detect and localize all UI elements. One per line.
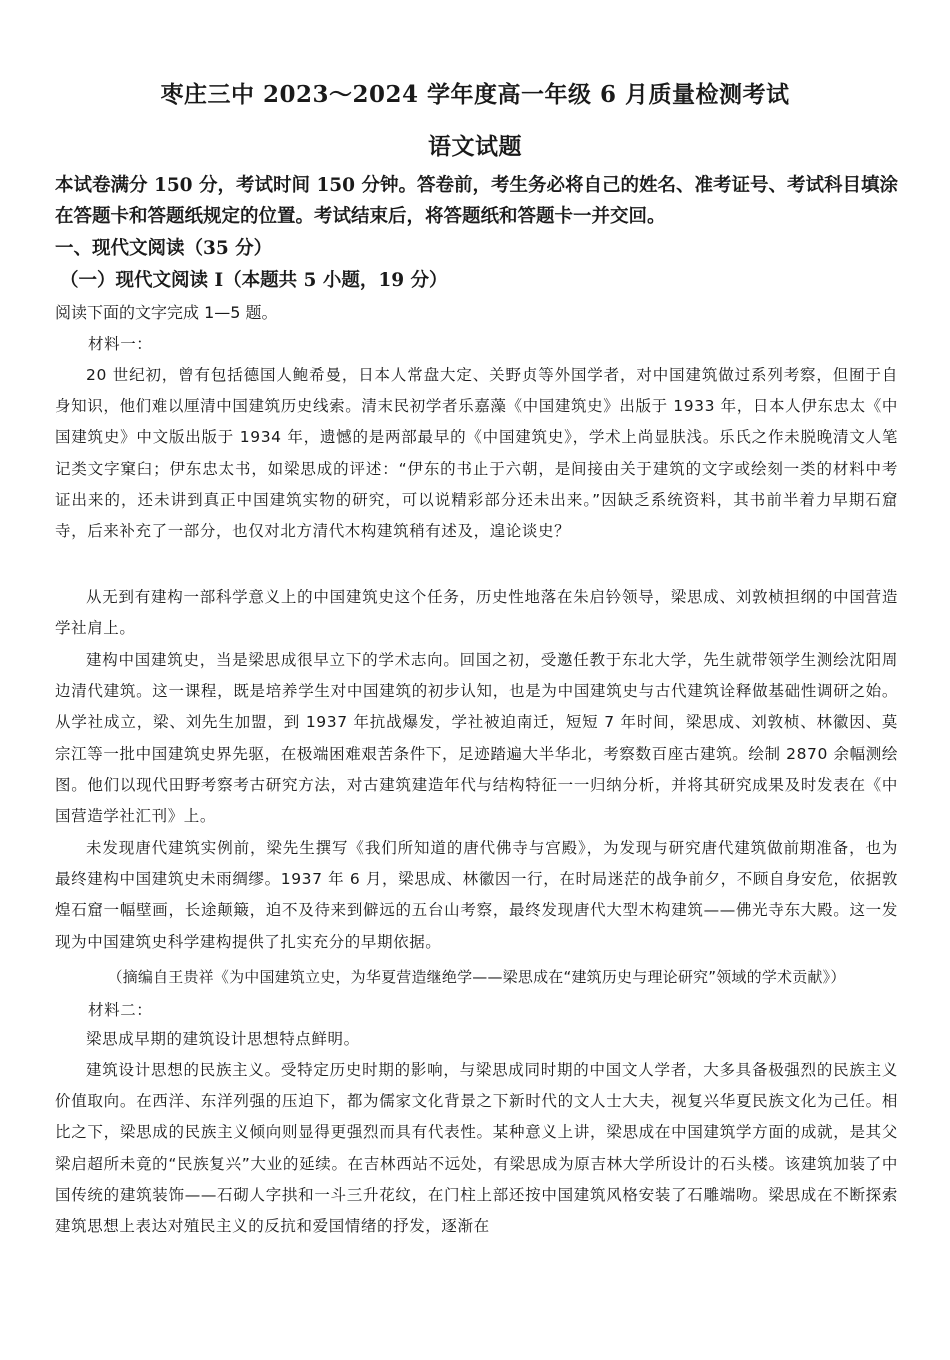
material-1-paragraph-2: 从无到有建构一部科学意义上的中国建筑史这个任务，历史性地落在朱启钤领导，梁思成、刘敦桢担纲的中国营造学社肩上。	[55, 588, 898, 638]
section-subheading: （一）现代文阅读 I（本题共 5 小题，19 分）	[60, 270, 448, 291]
section-heading: 一、现代文阅读（35 分）	[55, 238, 273, 259]
material-1-label: 材料一：	[88, 335, 153, 353]
reading-direction: 阅读下面的文字完成 1—5 题。	[55, 303, 278, 322]
material-1-paragraph-4: 未发现唐代建筑实例前，梁先生撰写《我们所知道的唐代佛寺与宫殿》，为发现与研究唐代建筑做前期准备，也为最终建构中国建筑史未雨绸缪。1937 年 6 月，梁思成、林徽因一行，在时局迷茫的战争前夕，不顾自身安危，依据敦煌石窟一幅壁画，长途颠簸，迫不及待来到僻远的五台山考察，最终发现唐代大型木构建筑——佛光寺东大殿。这一发现为中国建筑史科学建构提供了扎实充分的早期依据。	[55, 839, 898, 951]
material-1-source: （摘编自王贵祥《为中国建筑立史，为华夏营造继绝学——梁思成在“建筑历史与理论研究”领域的学术贡献》）	[107, 968, 846, 986]
exam-title: 枣庄三中 2023～2024 学年度高一年级 6 月质量检测考试	[160, 81, 790, 108]
material-2-paragraph-2: 建筑设计思想的民族主义。受特定历史时期的影响，与梁思成同时期的中国文人学者，大多具备极强烈的民族主义价值取向。在西洋、东洋列强的压迫下，都为儒家文化背景之下新时代的文人士大夫，视复兴华夏民族文化为己任。相比之下，梁思成的民族主义倾向则显得更强烈而具有代表性。某种意义上讲，梁思成在中国建筑学方面的成就，是其父梁启超所未竟的“民族复兴”大业的延续。在吉林西站不远处，有梁思成为原吉林大学所设计的石头楼。该建筑加装了中国传统的建筑装饰——石砌人字拱和一斗三升花纹，在门柱上部还按中国建筑风格安装了石雕端吻。梁思成在不断探索建筑思想上表达对殖民主义的反抗和爱国情绪的抒发，逐渐在	[55, 1061, 898, 1236]
material-1-paragraph-3: 建构中国建筑史，当是梁思成很早立下的学术志向。回国之初，受邀任教于东北大学，先生就带领学生测绘沈阳周边清代建筑。这一课程，既是培养学生对中国建筑的初步认知，也是为中国建筑史与古代建筑诠释做基础性调研之始。从学社成立，梁、刘先生加盟，到 1937 年抗战爆发，学社被迫南迁，短短 7 年时间，梁思成、刘敦桢、林徽因、莫宗江等一批中国建筑史界先驱，在极端困难艰苦条件下，足迹踏遍大半华北，考察数百座古建筑。绘制 2870 余幅测绘图。他们以现代田野考察考古研究方法，对古建筑建造年代与结构特征一一归纳分析，并将其研究成果及时发表在《中国营造学社汇刊》上。	[55, 651, 898, 826]
material-2-paragraph-1: 梁思成早期的建筑设计思想特点鲜明。	[86, 1030, 360, 1048]
material-1-paragraph-1: 20 世纪初，曾有包括德国人鲍希曼，日本人常盘大定、关野贞等外国学者，对中国建筑做过系列考察，但囿于自身知识，他们难以厘清中国建筑历史线索。清末民初学者乐嘉藻《中国建筑史》出版于 1933 年，日本人伊东忠太《中国建筑史》中文版出版于 1934 年，遗憾的是两部最早的《中国建筑史》，学术上尚显肤浅。乐氏之作未脱晚清文人笔记类文字窠臼；伊东忠太书，如梁思成的评述：“伊东的书止于六朝，是间接由关于建筑的文字或绘刻一类的材料中考证出来的，还未讲到真正中国建筑实物的研究，可以说精彩部分还未出来。”因缺乏系统资料，其书前半着力早期石窟寺，后来补充了一部分，也仅对北方清代木构建筑稍有述及，遑论谈史？	[55, 366, 898, 541]
material-2-label: 材料二：	[88, 1001, 153, 1019]
exam-instructions: 本试卷满分 150 分，考试时间 150 分钟。答卷前，考生务必将自己的姓名、准考证号、考试科目填涂在答题卡和答题纸规定的位置。考试结束后，将答题纸和答题卡一并交回。	[55, 175, 899, 227]
exam-subtitle: 语文试题	[428, 133, 522, 160]
